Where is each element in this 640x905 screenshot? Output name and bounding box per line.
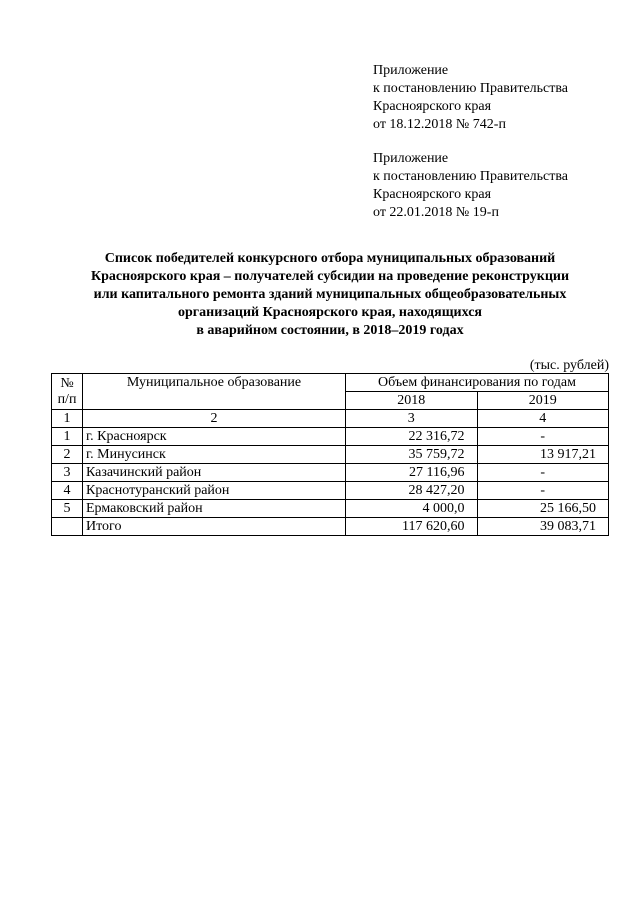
colnum: 2 [83, 410, 346, 428]
funding-table [51, 373, 609, 536]
row-2018: 22 316,72 [346, 428, 478, 446]
stamp-line: Красноярского края [373, 187, 492, 202]
header-num [52, 374, 83, 410]
stamp-line: к постановлению Правительства [373, 169, 569, 184]
approval-stamp-1 [373, 62, 568, 134]
row-2018: 28 427,20 [346, 482, 478, 500]
row-2019: 13 917,21 [477, 446, 609, 464]
header-funding: Объем финансирования по годам [346, 374, 609, 392]
title-line: в аварийном состоянии, в 2018–2019 годах [196, 323, 464, 338]
title-line: или капитального ремонта зданий муниципальных общеобразовательных [93, 287, 567, 302]
header-year-2018: 2018 [346, 392, 478, 410]
header-num-line1: № [60, 375, 74, 391]
stamp-line: от 22.01.2018 № 19-п [373, 205, 499, 220]
row-num: 4 [52, 482, 83, 500]
header-year-2019: 2019 [477, 392, 609, 410]
colnum: 4 [477, 410, 609, 428]
table-row [52, 500, 609, 518]
title-line: организаций Красноярского края, находящихся [177, 305, 482, 320]
row-num: 3 [52, 464, 83, 482]
title-line: Список победителей конкурсного отбора муниципальных образований [104, 251, 556, 266]
table-row [52, 464, 609, 482]
row-municipality: Краснотуранский район [83, 482, 346, 500]
row-2018: 27 116,96 [346, 464, 478, 482]
row-2019: 25 166,50 [477, 500, 609, 518]
row-num: 2 [52, 446, 83, 464]
row-num: 5 [52, 500, 83, 518]
total-label: Итого [83, 518, 346, 536]
stamp-line: Приложение [373, 63, 449, 78]
row-municipality: г. Минусинск [83, 446, 346, 464]
row-2018: 35 759,72 [346, 446, 478, 464]
total-num-empty [52, 518, 83, 536]
approval-stamp-2 [373, 150, 568, 222]
row-municipality: Ермаковский район [83, 500, 346, 518]
title-line: Красноярского края – получателей субсидии на проведение реконструкции [90, 269, 570, 284]
table-row [52, 482, 609, 500]
document-title [40, 250, 620, 340]
stamp-line: Приложение [373, 151, 449, 166]
total-2019: 39 083,71 [477, 518, 609, 536]
table-row [52, 428, 609, 446]
row-num: 1 [52, 428, 83, 446]
total-2018: 117 620,60 [346, 518, 478, 536]
colnum: 1 [52, 410, 83, 428]
header-municipality: Муниципальное образование [83, 374, 346, 410]
stamp-line: Красноярского края [373, 99, 492, 114]
unit-label: (тыс. рублей) [529, 358, 609, 373]
table-header-row [52, 374, 609, 392]
row-municipality: Казачинский район [83, 464, 346, 482]
colnum: 3 [346, 410, 478, 428]
row-2018: 4 000,0 [346, 500, 478, 518]
row-2019: - [477, 482, 609, 500]
row-municipality: г. Красноярск [83, 428, 346, 446]
table-total-row [52, 518, 609, 536]
row-2019: - [477, 464, 609, 482]
stamp-line: к постановлению Правительства [373, 81, 569, 96]
stamp-line: от 18.12.2018 № 742-п [373, 117, 506, 132]
table-row [52, 446, 609, 464]
column-numbers-row [52, 410, 609, 428]
header-num-line2: п/п [57, 391, 77, 407]
row-2019: - [477, 428, 609, 446]
